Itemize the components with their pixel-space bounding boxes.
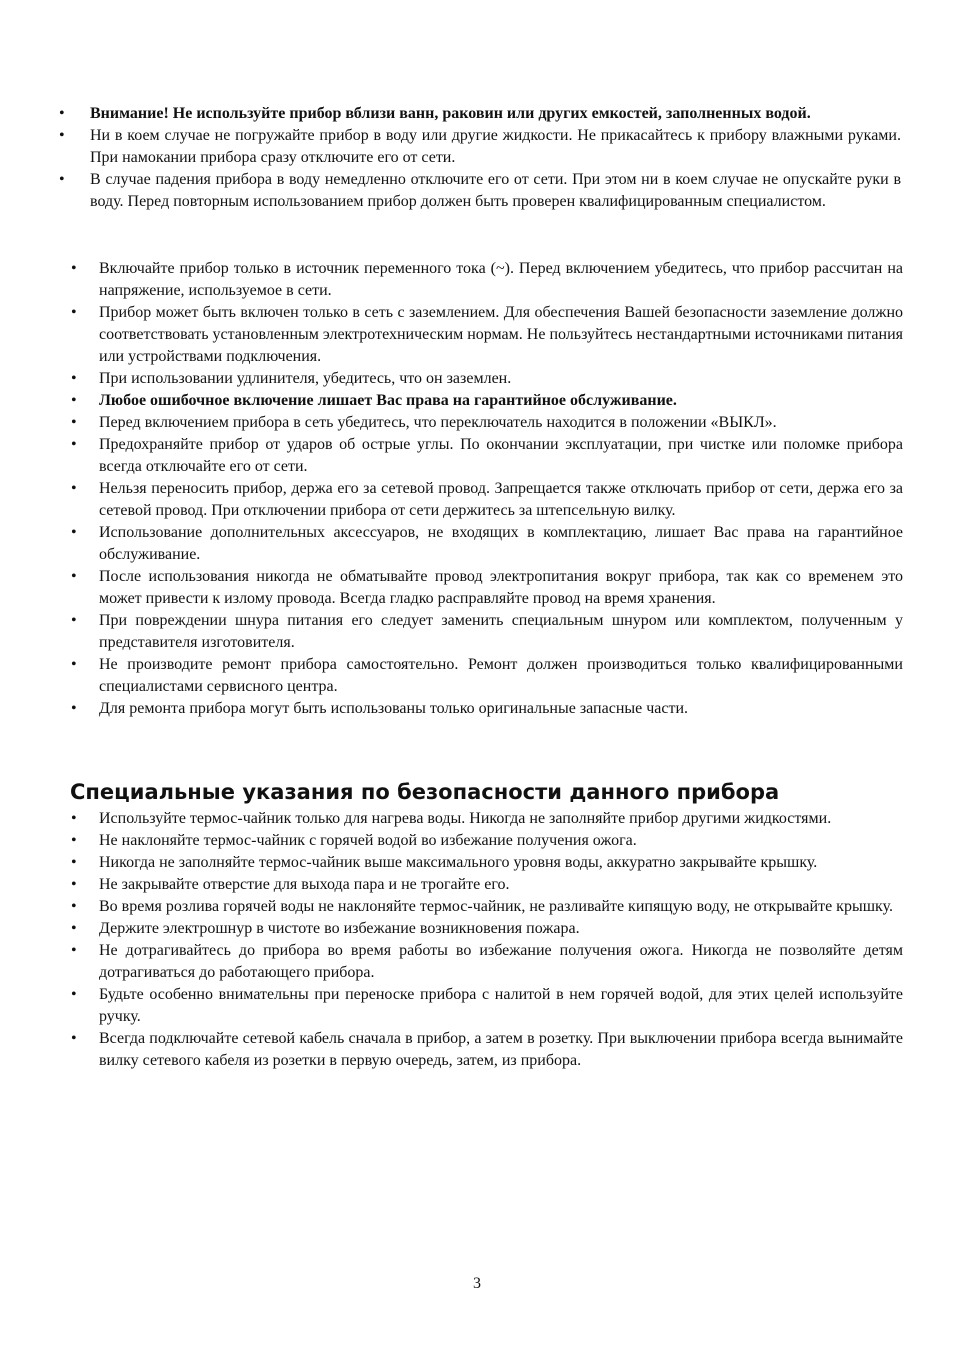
bullet-marker: •: [71, 612, 77, 629]
list-item: [71, 698, 903, 720]
bullet-marker: •: [71, 568, 77, 585]
list-item-text: Внимание! Не используйте прибор вблизи ванн, раковин или других емкостей, заполненных водой.: [90, 105, 811, 122]
list-item-text: Для ремонта прибора могут быть использованы только оригинальные запасные части.: [99, 700, 689, 717]
bullet-marker: •: [71, 414, 77, 431]
bullet-marker: •: [71, 436, 77, 453]
page-number: 3: [473, 1275, 481, 1292]
bullet-marker: •: [71, 986, 77, 1003]
bullet-marker: •: [71, 392, 77, 409]
list-item-text: Использование дополнительных аксессуаров, не входящих в комплектацию, лишает Вас права на гарантийное обслуживание.: [99, 524, 903, 563]
list-item-text: Любое ошибочное включение лишает Вас права на гарантийное обслуживание.: [99, 392, 677, 409]
general-safety-list-b: [71, 258, 903, 720]
bullet-marker: •: [71, 832, 77, 849]
list-item: [71, 808, 903, 830]
bullet-marker: •: [71, 700, 77, 717]
list-item-text: При повреждении шнура питания его следует заменить специальным шнуром или комплектом, полученным у представителя изготовителя.: [99, 612, 903, 651]
list-item: [71, 566, 903, 610]
list-item: [71, 478, 903, 522]
list-item-text: Перед включением прибора в сеть убедитесь, что переключатель находится в положении «ВЫКЛ».: [99, 414, 777, 431]
list-item: [71, 522, 903, 566]
bullet-marker: •: [71, 854, 77, 871]
bullet-marker: •: [71, 480, 77, 497]
list-item-text: Включайте прибор только в источник переменного тока (~). Перед включением убедитесь, что прибор рассчитан на напряжение, используемое в сети.: [99, 260, 903, 299]
list-item: [71, 918, 903, 940]
list-item-text: Не наклоняйте термос-чайник с горячей водой во избежание получения ожога.: [99, 832, 637, 849]
bullet-marker: •: [71, 810, 77, 827]
list-item-text: Прибор может быть включен только в сеть с заземлением. Для обеспечения Вашей безопасности заземление должно соответствовать установленным электротехническим нормам. Не пользуйтесь нестандартными источниками питания или устройствами подключения.: [99, 304, 903, 365]
special-safety-list: [71, 808, 903, 1072]
bullet-marker: •: [71, 898, 77, 915]
bullet-marker: •: [71, 524, 77, 541]
bullet-marker: •: [71, 370, 77, 387]
bullet-marker: •: [71, 1030, 77, 1047]
list-item: [71, 368, 903, 390]
special-section-heading: Специальные указания по безопасности данного прибора: [70, 780, 780, 804]
bullet-marker: •: [59, 171, 65, 188]
bullet-marker: •: [71, 260, 77, 277]
list-item: [71, 1028, 903, 1072]
list-item: [71, 852, 903, 874]
bullet-marker: •: [71, 920, 77, 937]
list-item: [59, 169, 901, 213]
bullet-marker: •: [71, 876, 77, 893]
list-item-text: Ни в коем случае не погружайте прибор в воду или другие жидкости. Не прикасайтесь к прибору влажными руками. При намокании прибора сразу отключите его от сети.: [90, 127, 901, 166]
list-item: [71, 302, 903, 368]
list-item-text: Будьте особенно внимательны при переноске прибора с налитой в нем горячей водой, для этих целей используйте ручку.: [99, 986, 903, 1025]
list-item: [71, 610, 903, 654]
list-item-text: При использовании удлинителя, убедитесь, что он заземлен.: [99, 370, 512, 387]
list-item-text: Не закрывайте отверстие для выхода пара и не трогайте его.: [99, 876, 510, 893]
bullet-marker: •: [71, 656, 77, 673]
list-item-text: В случае падения прибора в воду немедленно отключите его от сети. При этом ни в коем случае не опускайте руки в воду. Перед повторным использованием прибор должен быть проверен квалифицированным специалистом.: [90, 171, 901, 210]
list-item: [71, 984, 903, 1028]
list-item-text: Нельзя переносить прибор, держа его за сетевой провод. Запрещается также отключать прибор от сети, держа его за сетевой провод. При отключении прибора от сети держитесь за штепсельную вилку.: [99, 480, 903, 519]
list-item: [71, 412, 903, 434]
list-item: [71, 390, 903, 412]
list-item-text: Используйте термос-чайник только для нагрева воды. Никогда не заполняйте прибор другими жидкостями.: [99, 810, 832, 827]
list-item-text: Не производите ремонт прибора самостоятельно. Ремонт должен производиться только квалифицированными специалистами сервисного центра.: [99, 656, 903, 695]
list-item: [71, 654, 903, 698]
bullet-marker: •: [59, 105, 65, 122]
list-item-text: После использования никогда не обматывайте провод электропитания вокруг прибора, так как со временем это может привести к излому провода. Всегда гладко расправляйте провод на время хранения.: [99, 568, 903, 607]
list-item-text: Никогда не заполняйте термос-чайник выше максимального уровня воды, аккуратно закрывайте крышку.: [99, 854, 818, 871]
list-item-text: Всегда подключайте сетевой кабель сначала в прибор, а затем в розетку. При выключении прибора всегда вынимайте вилку сетевого кабеля из розетки в первую очередь, затем, из прибора.: [99, 1030, 903, 1069]
list-item: [71, 258, 903, 302]
list-item: [71, 830, 903, 852]
list-item-text: Предохраняйте прибор от ударов об острые углы. По окончании эксплуатации, при чистке или поломке прибора всегда отключайте его от сети.: [99, 436, 903, 475]
list-item-text: Держите электрошнур в чистоте во избежание возникновения пожара.: [99, 920, 580, 937]
list-item: [71, 434, 903, 478]
list-item: [59, 125, 901, 169]
bullet-marker: •: [71, 942, 77, 959]
bullet-marker: •: [59, 127, 65, 144]
list-item: [59, 103, 901, 125]
list-item-text: Не дотрагивайтесь до прибора во время работы во избежание получения ожога. Никогда не позволяйте детям дотрагиваться до работающего прибора.: [99, 942, 903, 981]
list-item: [71, 896, 903, 918]
list-item-text: Во время розлива горячей воды не наклоняйте термос-чайник, не разливайте кипящую воду, не открывайте крышку.: [99, 898, 893, 915]
list-item: [71, 874, 903, 896]
bullet-marker: •: [71, 304, 77, 321]
list-item: [71, 940, 903, 984]
general-safety-list-a: [59, 103, 901, 213]
